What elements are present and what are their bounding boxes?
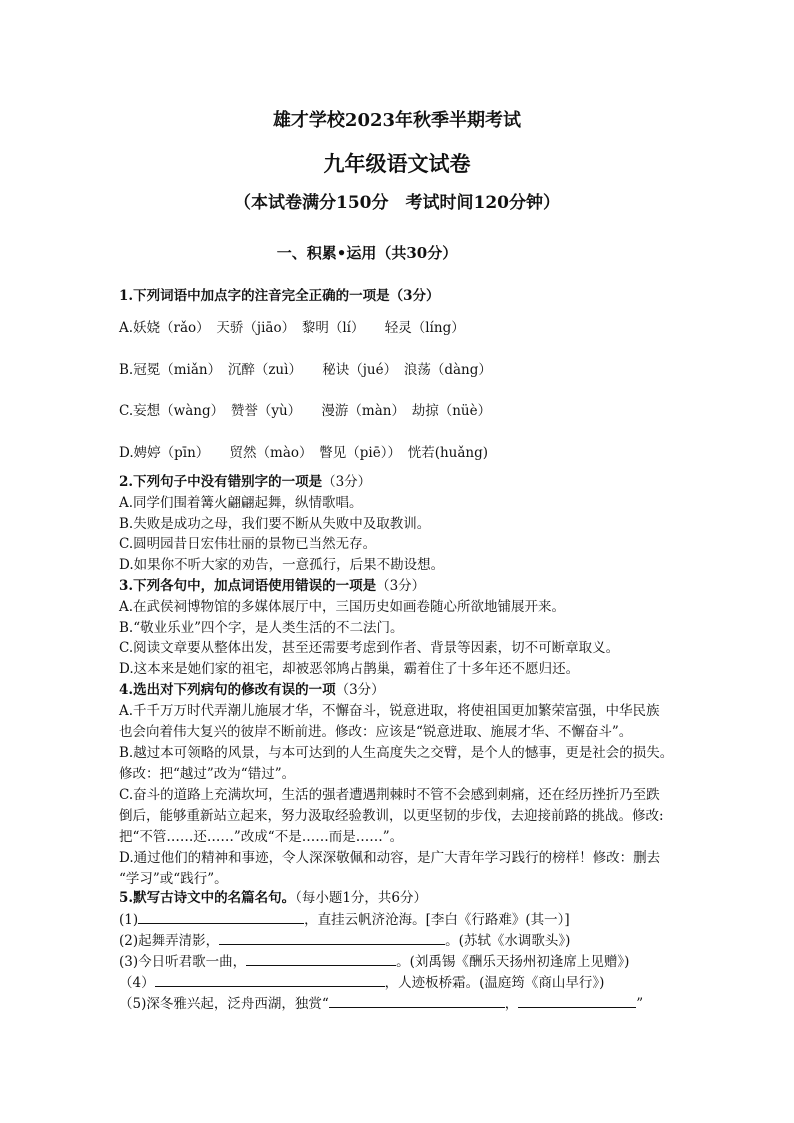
q2-stem: 2.下列句子中没有错别字的一项是 xyxy=(119,474,323,490)
q5-blank-1[interactable] xyxy=(138,909,304,924)
q5-item-4-number: （4） xyxy=(119,975,155,991)
q3-option-b: B.“敬业乐业”四个字，是人类生活的不二法门。 xyxy=(119,620,404,636)
q5-item-5-text: （5)深冬雅兴起，泛舟西湖，独赏“ xyxy=(119,996,329,1012)
q5-item-5-comma: ， xyxy=(504,996,519,1012)
q2-option-b: B.失败是成功之母，我们要不断从失败中及取教训。 xyxy=(119,516,431,532)
exam-info: （本试卷满分150分 考试时间120分钟） xyxy=(234,193,560,213)
q4-option-c-line3: 把“不管……还……”改成“不是……而是……”。 xyxy=(119,829,404,845)
q4-option-d-line2: “学习”或“践行”。 xyxy=(119,871,228,887)
q5-blank-5b[interactable] xyxy=(518,993,636,1008)
q4-option-a-line2: 也会向着伟大复兴的彼岸不断前进。修改：应该是“锐意进取、施展才华、不懈奋斗”。 xyxy=(119,724,633,740)
q5-item-5 xyxy=(119,993,679,1014)
q3-option-c: C.阅读文章要从整体出发，甚至还需要考虑到作者、背景等因素，切不可断章取义。 xyxy=(119,640,620,656)
paper-title: 九年级语文试卷 xyxy=(323,151,471,176)
q2-option-a: A.同学们围着篝火翩翩起舞，纵情歌唱。 xyxy=(119,495,363,511)
q5-stem: 5.默写古诗文中的名篇名句。 xyxy=(119,890,296,906)
q5-item-3-source: 。(刘禹锡《酬乐天扬州初逢席上见赠》) xyxy=(396,954,630,970)
q5-item-1 xyxy=(119,909,679,930)
q4-score: （3分） xyxy=(335,682,385,698)
q4-option-d-line1: D.通过他们的精神和事迹，令人深深敬佩和动容，是广大青年学习践行的榜样！修改：删去 xyxy=(119,850,661,866)
q1-stem: 1.下列词语中加点字的注音完全正确的一项是（3分） xyxy=(119,288,440,304)
q5-blank-2[interactable] xyxy=(219,930,445,945)
q5-item-3 xyxy=(119,951,679,972)
q4-option-c-line1: C.奋斗的道路上充满坎坷，生活的强者遭遇荆棘时不管不会感到刺痛，还在经历挫折乃至跌 xyxy=(119,787,660,803)
q1-option-d: D.娉婷（pīn） 贸然（mào） 瞥见（piē）） 恍若(huǎng) xyxy=(119,445,489,461)
q5-item-4 xyxy=(119,972,679,993)
q1-option-a: A.妖娆（rǎo） 天骄（jiāo） 黎明（lí） 轻灵（líng） xyxy=(119,320,465,336)
q1-option-c: C.妄想（wàng） 赞誉（yù） 漫游（màn） 劫掠（nüè） xyxy=(119,403,492,419)
q2-option-d: D.如果你不听大家的劝告，一意孤行，后果不勘设想。 xyxy=(119,557,445,573)
q2-option-c: C.圆明园昔日宏伟壮丽的景物已当然无存。 xyxy=(119,536,377,552)
q3-score: （3分） xyxy=(376,578,426,594)
q5-item-4-source: ，人迹板桥霜。(温庭筠《商山早行》) xyxy=(384,975,605,991)
q5-item-2 xyxy=(119,930,679,951)
q5-item-2-source: 。(苏轼《水调歌头》) xyxy=(445,933,571,949)
q3-stem-line xyxy=(119,576,679,596)
section-heading: 一、积累•运用（共30分） xyxy=(276,244,458,262)
q5-item-5-quote-close: ” xyxy=(636,996,644,1012)
q3-stem: 3.下列各句中，加点词语使用错误的一项是 xyxy=(119,578,377,594)
q1-option-b: B.冠冕（miǎn） 沉醉（zuì） 秘诀（jué） 浪荡（dàng） xyxy=(119,362,492,378)
q5-item-1-number: (1) xyxy=(119,912,139,928)
q3-option-d: D.这本来是她们家的祖宅，却被恶邻鸠占鹊巢，霸着住了十多年还不愿归还。 xyxy=(119,661,580,677)
q2-score: （3分） xyxy=(322,474,372,490)
q4-option-b-line1: B.越过本可领略的风景，与本可达到的人生高度失之交臂，是个人的憾事，更是社会的损失。 xyxy=(119,745,674,761)
q4-option-c-line2: 倒后，能够重新站立起来，努力汲取经验教训，以更坚韧的步伐，去迎接前路的挑战。修改: xyxy=(119,808,664,824)
q5-item-2-text: (2)起舞弄清影， xyxy=(119,933,220,949)
q5-blank-3[interactable] xyxy=(246,951,396,966)
q5-score: （每小题1分，共6分） xyxy=(295,890,428,906)
q5-item-1-source: ，直挂云帆济沧海。[李白《行路难》(其一）] xyxy=(304,912,570,928)
q5-item-3-text: (3)今日听君歌一曲， xyxy=(119,954,247,970)
q4-option-a-line1: A.千千万万时代弄潮儿施展才华，不懈奋斗，锐意进取，将使祖国更加繁荣富强，中华民族 xyxy=(119,703,660,719)
q5-blank-4[interactable] xyxy=(155,972,385,987)
q4-stem: 4.选出对下列病句的修改有误的一项 xyxy=(119,682,336,698)
q4-stem-line xyxy=(119,680,679,700)
school-exam-title: 雄才学校2023年秋季半期考试 xyxy=(272,110,522,131)
q5-stem-line xyxy=(119,888,679,908)
q4-option-b-line2: 修改：把“越过”改为“错过”。 xyxy=(119,766,296,782)
q3-option-a: A.在武侯祠博物馆的多媒体展厅中，三国历史如画卷随心所欲地铺展开来。 xyxy=(119,599,566,615)
q2-stem-line xyxy=(119,472,679,492)
q5-blank-5a[interactable] xyxy=(329,993,505,1008)
